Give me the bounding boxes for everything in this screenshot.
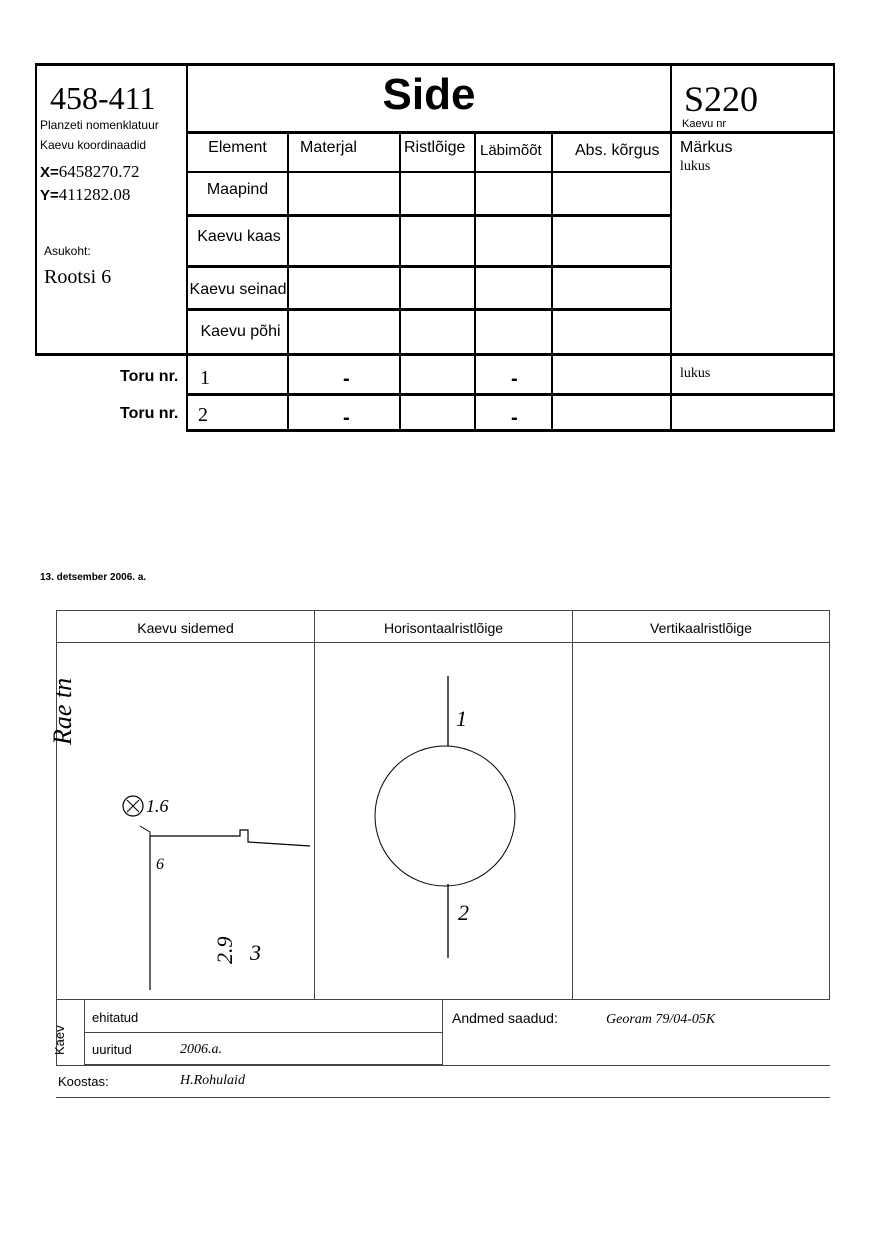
source-value: Georam 79/04-05K: [606, 1012, 716, 1027]
sheet-caption: Planzeti nomenklatuur: [40, 118, 159, 132]
footer-line: [56, 1065, 830, 1066]
col-header-connections: Kaevu sidemed: [137, 620, 234, 636]
pipe-diameter-1: -: [511, 368, 518, 390]
y-label: Y=: [40, 187, 59, 204]
distance-to-well: 1.6: [146, 796, 169, 816]
author-value: H.Rohulaid: [180, 1073, 245, 1088]
col-header-vertical: Vertikaalristlõige: [650, 620, 752, 636]
row-label-bottom: Kaevu põhi: [200, 323, 281, 340]
street-label: Rae tn: [48, 677, 77, 745]
page-title: Side: [382, 70, 476, 119]
pipe-label-2: Toru nr.: [120, 405, 179, 422]
y-value: 411282.08: [58, 185, 131, 204]
footer-bottom-line: [56, 1097, 830, 1098]
row-label-ground: Maapind: [206, 181, 269, 198]
well-number: S220: [684, 79, 759, 119]
surveyed-value: 2006.a.: [180, 1042, 222, 1057]
pipe-material-1: -: [343, 368, 350, 390]
col-header-cross-section: Ristlõige: [404, 139, 466, 156]
col-header-horizontal: Horisontaalristlõige: [383, 620, 504, 636]
location-value: Rootsi 6: [44, 266, 112, 288]
row-label-walls: Kaevu seinad: [189, 281, 287, 298]
date-label: 13. detsember 2006. a.: [40, 572, 147, 583]
pipe-material-2: -: [343, 407, 350, 429]
sheet-number: 458-411: [50, 80, 156, 116]
built-label: ehitatud: [92, 1010, 139, 1025]
row-label-cover: Kaevu kaas: [197, 228, 281, 245]
surveyed-label: uuritud: [92, 1042, 132, 1057]
well-circle: [375, 746, 515, 886]
footer-row-line: [84, 1032, 442, 1033]
pipe-number-2: 2: [198, 404, 208, 426]
pipe-number-1: 1: [200, 367, 210, 389]
pipe-remark-1: lukus: [680, 366, 711, 381]
distance-bottom: 2.9: [212, 936, 237, 964]
x-label: X=: [40, 164, 59, 181]
pipe-2-label: 2: [458, 900, 469, 925]
distance-side: 6: [156, 856, 164, 873]
location-label: Asukoht:: [44, 244, 91, 258]
pipe-label-1: Toru nr.: [120, 368, 179, 385]
property-outline: [150, 830, 310, 990]
pipe-diameter-2: -: [511, 407, 518, 429]
col-header-material: Materjal: [300, 139, 357, 156]
pipe-1-label: 1: [456, 706, 467, 731]
well-caption: Kaevu nr: [682, 118, 727, 130]
x-value: 6458270.72: [58, 162, 140, 181]
col-header-element: Element: [208, 139, 267, 156]
col-header-remark: Märkus: [680, 139, 733, 156]
footer-divider: [442, 1000, 443, 1065]
kaev-label: Kaev: [52, 1025, 67, 1055]
coordinates-label: Kaevu koordinaadid: [40, 138, 147, 152]
author-label: Koostas:: [58, 1074, 109, 1089]
col-header-abs-height: Abs. kõrgus: [575, 142, 660, 159]
tie-line: [140, 826, 150, 836]
remark-value: lukus: [680, 159, 711, 174]
col-header-diameter: Läbimõõt: [480, 142, 542, 159]
house-number: 3: [250, 940, 261, 965]
source-label: Andmed saadud:: [452, 1010, 558, 1026]
